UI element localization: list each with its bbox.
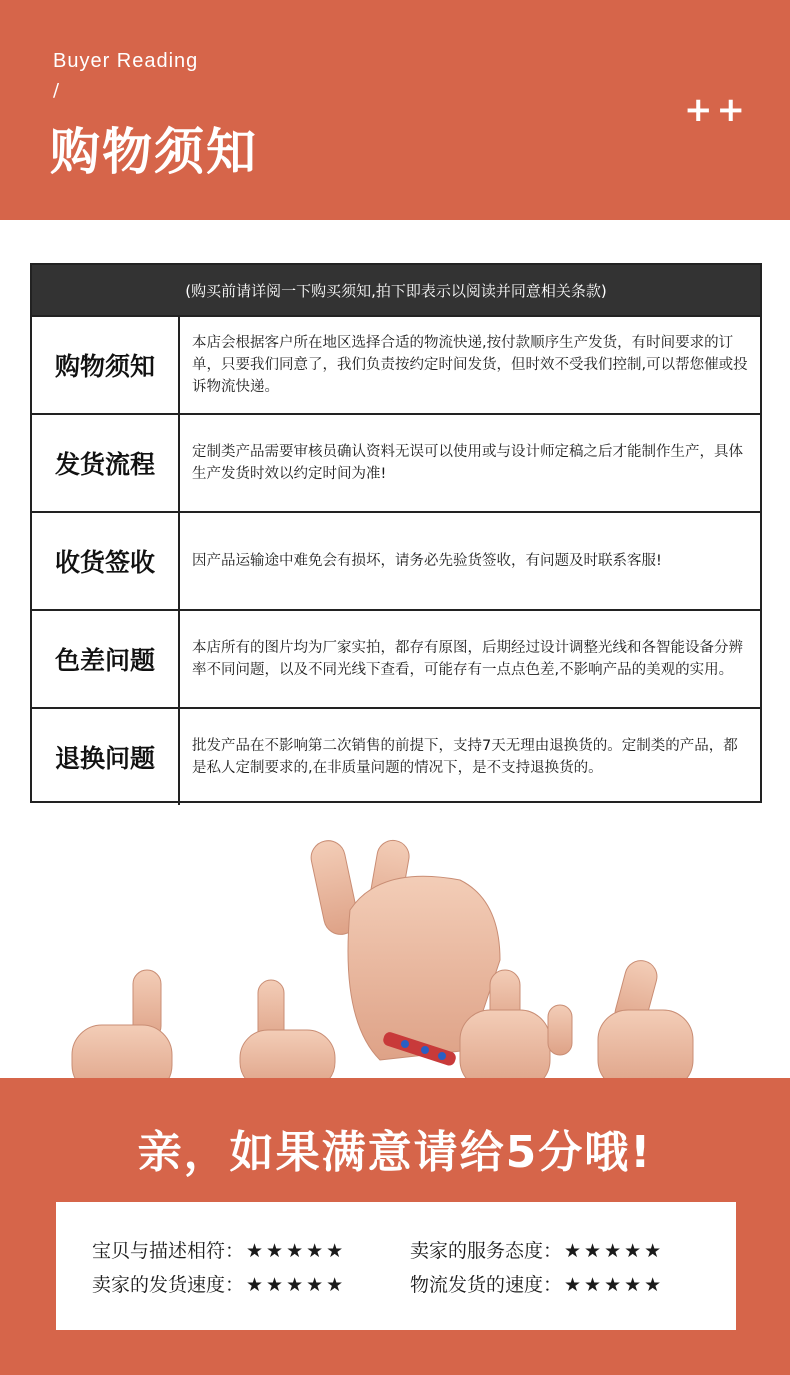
star-icon: ★★★★★ — [564, 1274, 665, 1296]
table-row — [32, 609, 760, 707]
page-title: 购物须知 — [50, 123, 258, 181]
row-text: 因产品运输途中难免会有损坏，请务必先验货签收，有问题及时联系客服! — [192, 553, 662, 569]
rating-box — [56, 1202, 736, 1330]
rating-item — [410, 1236, 664, 1263]
rating-item — [410, 1270, 664, 1297]
row-text: 批发产品在不影响第二次销售的前提下，支持7天无理由退换货的。定制类的产品，都是私人定制要求的,在非质量问题的情况下，是不支持退换货的。 — [192, 738, 738, 776]
row-label: 发货流程 — [32, 415, 180, 511]
rating-item — [92, 1270, 346, 1297]
row-label: 购物须知 — [32, 317, 180, 413]
rating-item — [92, 1236, 346, 1263]
notice-header: (购买前请详阅一下购买须知,拍下即表示以阅读并同意相关条款) — [32, 265, 760, 315]
star-icon: ★★★★★ — [246, 1240, 347, 1262]
row-text: 本店会根据客户所在地区选择合适的物流快递,按付款顺序生产发货，有时间要求的订单，只要我们同意了，我们负责按约定时间发货，但时效不受我们控制,可以帮您催或投诉物流快递。 — [192, 335, 748, 395]
row-text: 本店所有的图片均为厂家实拍，都存有原图，后期经过设计调整光线和各智能设备分辨率不同问题，以及不同光线下查看，可能存有一点点色差,不影响产品的美观的实用。 — [192, 640, 743, 678]
row-label: 色差问题 — [32, 611, 180, 707]
plus-icon: ++ — [684, 90, 749, 130]
footer-banner — [0, 1078, 790, 1375]
table-row — [32, 511, 760, 609]
table-row — [32, 707, 760, 805]
header-slash: / — [53, 80, 60, 101]
rating-label: 物流发货的速度： — [410, 1274, 563, 1296]
notice-table — [30, 263, 762, 803]
rating-label: 卖家的发货速度： — [92, 1274, 245, 1296]
row-label: 收货签收 — [32, 513, 180, 609]
thumbs-up-photo — [0, 820, 790, 1080]
table-row — [32, 315, 760, 413]
rating-request: 亲，如果满意请给5分哦! — [137, 1127, 653, 1178]
star-icon: ★★★★★ — [246, 1274, 347, 1296]
rating-label: 宝贝与描述相符： — [92, 1240, 245, 1262]
table-row — [32, 413, 760, 511]
row-text: 定制类产品需要审核员确认资料无误可以使用或与设计师定稿之后才能制作生产，具体生产发货时效以约定时间为准! — [192, 444, 743, 482]
header-subtitle: Buyer Reading — [53, 50, 199, 72]
star-icon: ★★★★★ — [564, 1240, 665, 1262]
header-banner — [0, 0, 790, 220]
rating-label: 卖家的服务态度： — [410, 1240, 563, 1262]
thumbs-up-illustration — [0, 820, 790, 1080]
row-label: 退换问题 — [32, 709, 180, 805]
